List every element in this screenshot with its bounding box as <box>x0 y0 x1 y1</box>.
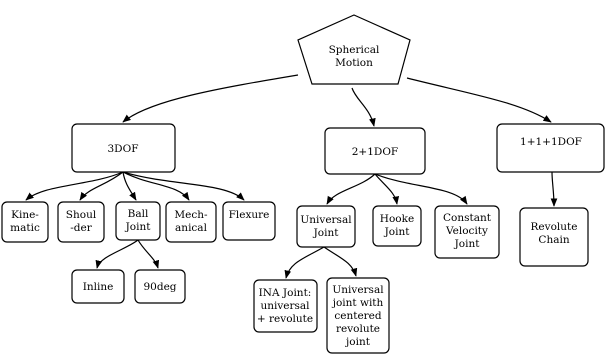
node-hooke-joint-label: Hooke Joint <box>379 213 415 238</box>
node-universal-joint-centered-revolute-label: Universal joint with centered revolute joint <box>332 284 384 348</box>
node-3dof <box>72 124 175 172</box>
node-1plus1plus1dof <box>497 124 604 172</box>
node-1plus1plus1dof-label: 1+1+1DOF <box>520 136 582 148</box>
node-3dof-label: 3DOF <box>107 143 139 155</box>
node-ina-joint <box>254 280 317 332</box>
node-kinematic <box>2 202 48 242</box>
edge-universal-ina <box>286 247 324 278</box>
node-constant-velocity-joint <box>435 206 499 258</box>
edge-2plus1dof-universal <box>327 174 375 204</box>
node-mechanical <box>166 202 216 242</box>
node-hooke-joint <box>373 206 421 246</box>
edge-1plus1plus1dof-revolute-chain <box>552 172 554 206</box>
node-ball-joint <box>116 202 160 240</box>
edge-universal-ujcentered <box>324 247 356 276</box>
node-inline-label: Inline <box>82 281 114 293</box>
node-universal-joint-centered-revolute <box>327 278 389 353</box>
node-2plus1dof <box>325 128 425 174</box>
node-2plus1dof-label: 2+1DOF <box>351 146 399 158</box>
edge-root-1plus1plus1dof <box>407 78 551 122</box>
node-revolute-chain <box>520 208 588 266</box>
node-ina-joint-label: INA Joint: universal + revolute <box>256 287 314 325</box>
node-spherical-motion-label: Spherical Motion <box>328 44 380 69</box>
node-universal-joint <box>297 206 355 247</box>
edge-root-3dof <box>123 75 298 122</box>
edge-3dof-flexure <box>123 172 244 200</box>
edge-root-2plus1dof <box>352 88 374 126</box>
node-shoulder <box>58 202 104 242</box>
node-90deg-label: 90deg <box>143 281 177 293</box>
node-shoulder-label: Shoul -der <box>65 209 97 234</box>
edge-3dof-shoulder <box>80 172 123 200</box>
node-constant-velocity-joint-label: Constant Velocity Joint <box>443 212 491 250</box>
edge-ball-inline <box>97 240 138 268</box>
edge-ball-90deg <box>138 240 158 268</box>
edge-3dof-kinematic <box>26 172 123 200</box>
edge-2plus1dof-hooke <box>375 174 397 204</box>
node-flexure <box>223 202 275 240</box>
node-ball-joint-label: Ball Joint <box>125 208 151 233</box>
node-inline <box>72 270 124 303</box>
node-spherical-motion <box>298 15 410 84</box>
node-kinematic-label: Kine-matic <box>10 209 40 234</box>
node-revolute-chain-label: Revolute Chain <box>530 221 578 246</box>
node-90deg <box>135 270 185 303</box>
node-universal-joint-label: Universal Joint <box>300 214 352 239</box>
node-flexure-label: Flexure <box>228 209 270 221</box>
node-mechanical-label: Mech-anical <box>174 209 208 234</box>
